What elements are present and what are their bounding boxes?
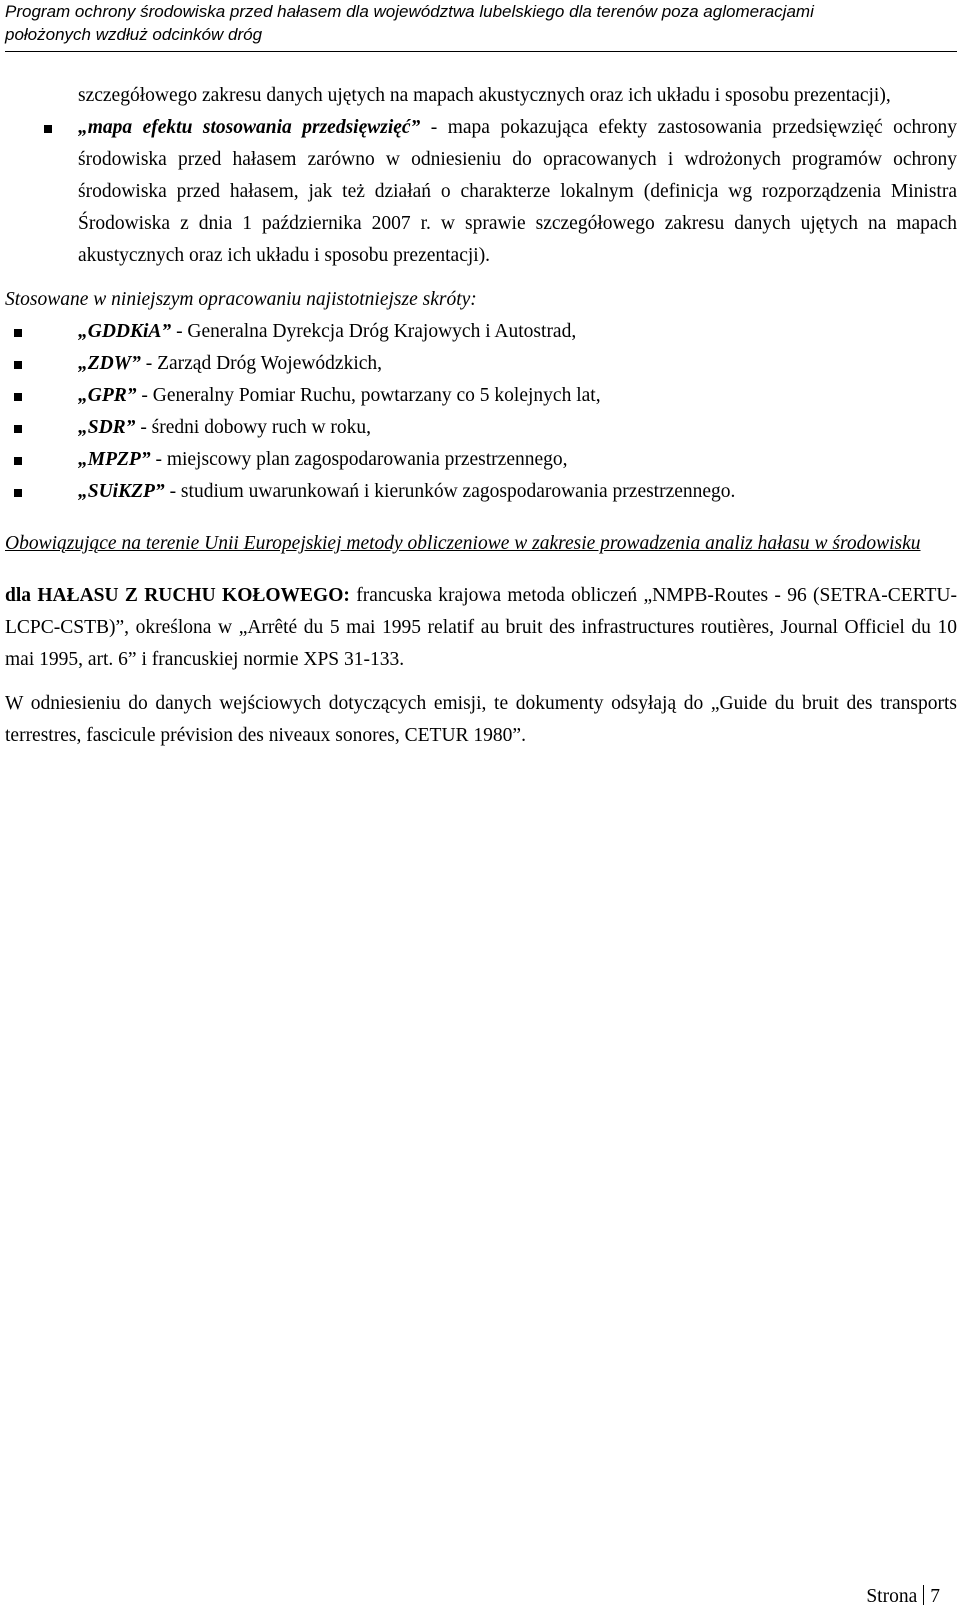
header-line-1: Program ochrony środowiska przed hałasem dla województwa lubelskiego dla terenów poza aglomeracjami — [5, 2, 814, 21]
intro-continuation: szczegółowego zakresu danych ujętych na mapach akustycznych oraz ich układu i sposobu prezentacji), — [78, 85, 891, 106]
list-item — [5, 476, 957, 508]
abbr-term: „MPZP” — [78, 449, 151, 470]
running-header — [5, 0, 957, 50]
bullet-square-icon — [14, 425, 22, 433]
abbr-term: „SDR” — [78, 417, 136, 438]
abbr-term: „SUiKZP” — [78, 481, 165, 502]
map-effect-description: - mapa pokazująca efekty zastosowania przedsięwzięć ochrony środowiska przed hałasem zarówno w odniesieniu do opracowanych i wdrożonych programów ochrony środowiska przed hałasem, jak też działań o charakterze lokalnym (definicja wg rozporządzenia Ministra Środowiska z dnia 1 października 2007 r. w sprawie szczegółowego zakresu danych ujętych na mapach akustycznych oraz ich układu i sposobu prezentacji). — [78, 117, 957, 266]
abbr-term: „GDDKiA” — [78, 321, 172, 342]
header-rule — [5, 51, 957, 52]
bullet-square-icon — [14, 393, 22, 401]
bullet-square-icon — [44, 125, 52, 133]
abbr-term: „GPR” — [78, 385, 137, 406]
abbreviations-list — [5, 316, 957, 508]
abbr-desc: - Generalna Dyrekcja Dróg Krajowych i Autostrad, — [171, 321, 577, 342]
bullet-square-icon — [14, 329, 22, 337]
road-noise-label: dla HAŁASU Z RUCHU KOŁOWEGO: — [5, 585, 350, 606]
page-number: 7 — [930, 1586, 940, 1607]
bullet-square-icon — [14, 489, 22, 497]
emission-paragraph: W odniesieniu do danych wejściowych dotyczących emisji, te dokumenty odsyłają do „Guide du bruit des transports terrestres, fascicule prévision des niveaux sonores, CETUR 1980”. — [5, 693, 957, 746]
footer-label: Strona — [866, 1586, 918, 1607]
abbr-desc: - Generalny Pomiar Ruchu, powtarzany co 5 kolejnych lat, — [136, 385, 601, 406]
list-item — [5, 316, 957, 348]
list-item — [5, 444, 957, 476]
list-item — [5, 412, 957, 444]
abbr-desc: - średni dobowy ruch w roku, — [135, 417, 372, 438]
abbr-desc: - Zarząd Dróg Wojewódzkich, — [140, 353, 383, 374]
road-noise-paragraph — [5, 580, 957, 676]
footer-divider — [923, 1585, 924, 1605]
map-effect-term: „mapa efektu stosowania przedsięwzięć” — [78, 117, 421, 138]
bullet-square-icon — [14, 457, 22, 465]
abbr-desc: - miejscowy plan zagospodarowania przestrzennego, — [150, 449, 568, 470]
abbr-term: „ZDW” — [78, 353, 141, 374]
page-footer — [866, 1585, 940, 1605]
bullet-square-icon — [14, 361, 22, 369]
eu-methods-heading: Obowiązujące na terenie Unii Europejskiej metody obliczeniowe w zakresie prowadzenia analiz hałasu w środowisku — [5, 533, 921, 554]
list-item — [5, 348, 957, 380]
abbr-desc: - studium uwarunkowań i kierunków zagospodarowania przestrzennego. — [164, 481, 736, 502]
abbreviations-heading: Stosowane w niniejszym opracowaniu najistotniejsze skróty: — [5, 289, 477, 310]
map-effect-item — [5, 112, 957, 272]
road-noise-text: francuska krajowa metoda obliczeń „NMPB-Routes - 96 (SETRA-CERTU-LCPC-CSTB)”, określona w „Arrêté du 5 mai 1995 relatif au bruit des infrastructures routières, Journal Officiel du 10 mai 1995, art. 6” i francuskiej normie XPS 31-133. — [5, 585, 957, 670]
list-item — [5, 380, 957, 412]
header-line-2: położonych wzdłuż odcinków dróg — [5, 25, 263, 44]
page-content — [5, 80, 957, 752]
